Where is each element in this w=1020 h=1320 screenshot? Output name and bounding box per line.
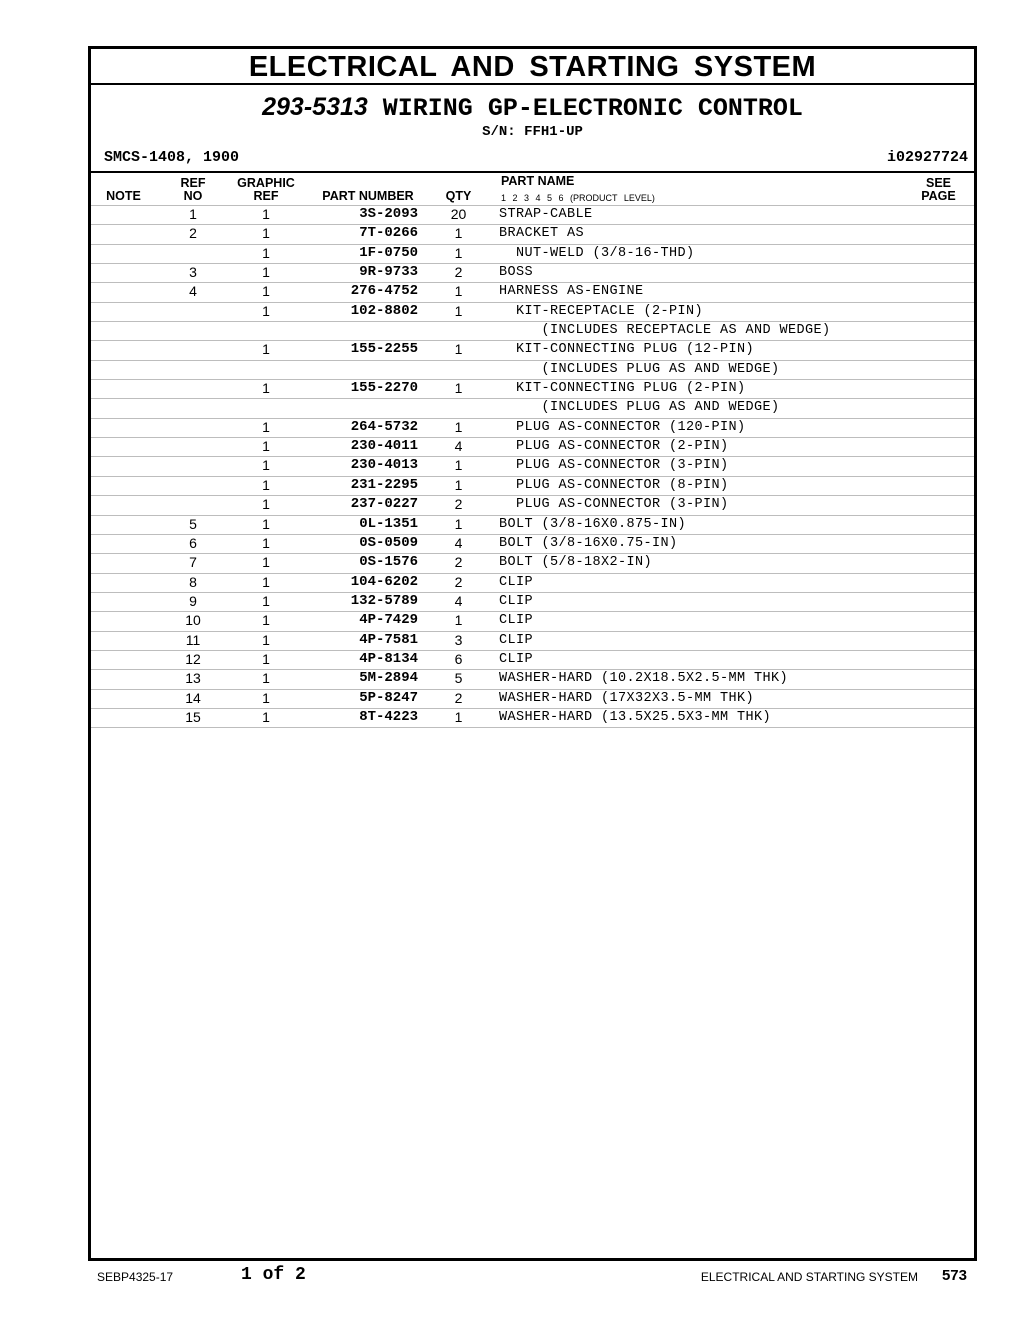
graphic-ref: 1: [262, 302, 270, 319]
table-row: [91, 669, 974, 688]
graphic-ref: 1: [262, 206, 270, 222]
part-name: BOLT (5/8-18X2-IN): [499, 555, 653, 571]
footer-section: ELECTRICAL AND STARTING SYSTEM: [700, 1270, 918, 1284]
illustration-id: i02927724: [886, 149, 968, 166]
graphic-ref: 1: [262, 612, 270, 629]
part-name: BOLT (3/8-16X0.875-IN): [499, 516, 687, 532]
doc-id: SEBP4325-17: [97, 1270, 174, 1284]
ref-no: 14: [185, 689, 201, 706]
part-name: WASHER-HARD (13.5X25.5X3-MM THK): [499, 709, 772, 725]
quantity: 2: [454, 689, 463, 706]
quantity: 1: [454, 515, 463, 532]
part-name: KIT-CONNECTING PLUG (2-PIN): [499, 381, 746, 397]
table-row: [91, 592, 974, 611]
table-row: [91, 689, 974, 708]
col-part-number: PART NUMBER: [322, 189, 414, 203]
group-description: WIRING GP-ELECTRONIC CONTROL: [382, 94, 803, 123]
quantity: 2: [454, 573, 463, 590]
graphic-ref: 1: [262, 380, 270, 397]
page-number: 573: [941, 1267, 967, 1284]
ref-no: 3: [189, 264, 197, 281]
table-row: [91, 418, 974, 437]
quantity: 1: [454, 244, 463, 261]
quantity: 4: [454, 438, 463, 455]
ref-no: 11: [185, 631, 201, 648]
graphic-ref: 1: [262, 592, 270, 609]
col-qty: QTY: [445, 189, 472, 203]
col-graphic-top: GRAPHIC: [237, 176, 295, 190]
graphic-ref: 1: [262, 708, 270, 725]
table-row: [91, 456, 974, 475]
graphic-ref: 1: [262, 225, 270, 242]
part-number: 4P-7581: [359, 631, 418, 648]
quantity: 1: [454, 302, 463, 319]
graphic-ref: 1: [262, 283, 270, 300]
part-name: PLUG AS-CONNECTOR (3-PIN): [499, 497, 729, 513]
part-name: PLUG AS-CONNECTOR (120-PIN): [499, 419, 746, 435]
graphic-ref: 1: [262, 515, 270, 532]
table-row: [91, 573, 974, 592]
part-name: HARNESS AS-ENGINE: [499, 284, 644, 300]
ref-no: 15: [185, 708, 201, 725]
part-number: 276-4752: [350, 283, 418, 300]
part-name: KIT-RECEPTACLE (2-PIN): [499, 303, 704, 319]
part-number: 4P-8134: [359, 650, 418, 667]
part-name: PLUG AS-CONNECTOR (3-PIN): [499, 458, 729, 474]
col-note: NOTE: [106, 189, 141, 203]
table-row: [91, 708, 974, 728]
part-number: 4P-7429: [359, 612, 418, 629]
quantity: 1: [454, 225, 463, 242]
part-name: CLIP: [499, 651, 534, 667]
ref-no: 13: [185, 670, 201, 687]
table-row: [91, 340, 974, 359]
part-number: 230-4013: [350, 457, 418, 474]
quantity: 1: [454, 457, 463, 474]
section-title: ELECTRICAL AND STARTING SYSTEM: [91, 49, 974, 85]
part-name: CLIP: [499, 613, 534, 629]
graphic-ref: 1: [262, 631, 270, 648]
part-number: 8T-4223: [359, 708, 418, 725]
col-ref-top: REF: [180, 176, 206, 190]
part-number: 7T-0266: [359, 225, 418, 242]
quantity: 1: [454, 612, 463, 629]
graphic-ref: 1: [262, 341, 270, 358]
table-row: [91, 379, 974, 398]
part-number: 5M-2894: [359, 670, 418, 687]
part-name: WASHER-HARD (10.2X18.5X2.5-MM THK): [499, 671, 789, 687]
table-row: [91, 205, 974, 224]
ref-no: 7: [189, 554, 197, 571]
col-graphic-ref: [226, 177, 306, 203]
quantity: 1: [454, 283, 463, 300]
graphic-ref: 1: [262, 534, 270, 551]
col-ref-bottom: NO: [183, 189, 203, 203]
part-number: 102-8802: [350, 302, 418, 319]
header-divider: [91, 171, 974, 173]
part-name: CLIP: [499, 593, 534, 609]
col-see-bottom: PAGE: [921, 189, 956, 203]
part-name: STRAP-CABLE: [499, 207, 593, 222]
part-number: 230-4011: [350, 438, 418, 455]
part-name: BOSS: [499, 265, 534, 281]
part-number: 104-6202: [350, 573, 418, 590]
table-row: [91, 553, 974, 572]
part-number: 132-5789: [350, 592, 418, 609]
part-name: CLIP: [499, 632, 534, 648]
table-row: [91, 263, 974, 282]
table-row: [91, 360, 974, 379]
graphic-ref: 1: [262, 457, 270, 474]
part-number: 3S-2093: [359, 206, 418, 222]
table-row: [91, 302, 974, 321]
table-row: [91, 515, 974, 534]
ref-no: 8: [189, 573, 197, 590]
part-number: 0S-1576: [359, 554, 418, 571]
part-number: 1F-0750: [359, 244, 418, 261]
ref-no: 4: [189, 283, 197, 300]
ref-no: 9: [189, 592, 197, 609]
graphic-ref: 1: [262, 264, 270, 281]
graphic-ref: 1: [262, 650, 270, 667]
quantity: 6: [454, 650, 463, 667]
part-name: BRACKET AS: [499, 226, 585, 242]
product-levels: 1 2 3 4 5 6 (PRODUCT LEVEL): [501, 193, 655, 203]
quantity: 2: [454, 496, 463, 513]
group-part-number: 293-5313: [262, 93, 368, 121]
table-row: [91, 282, 974, 301]
part-number: 155-2255: [350, 341, 418, 358]
part-name: KIT-CONNECTING PLUG (12-PIN): [499, 342, 755, 358]
page-of: 1 of 2: [241, 1265, 306, 1285]
table-row: [91, 611, 974, 630]
quantity: 20: [450, 206, 467, 222]
ref-no: 12: [185, 650, 201, 667]
graphic-ref: 1: [262, 244, 270, 261]
quantity: 1: [454, 380, 463, 397]
quantity: 4: [454, 592, 463, 609]
table-row: [91, 631, 974, 650]
graphic-ref: 1: [262, 496, 270, 513]
quantity: 3: [454, 631, 463, 648]
quantity: 5: [454, 670, 463, 687]
quantity: 1: [454, 708, 463, 725]
quantity: 1: [454, 418, 463, 435]
ref-no: 2: [189, 225, 197, 242]
table-row: [91, 398, 974, 417]
part-name: (INCLUDES RECEPTACLE AS AND WEDGE): [499, 323, 831, 339]
graphic-ref: 1: [262, 438, 270, 455]
ref-no: 10: [185, 612, 201, 629]
part-name: CLIP: [499, 574, 534, 590]
serial-number: S/N: FFH1-UP: [482, 124, 583, 140]
part-number: 5P-8247: [359, 689, 418, 706]
ref-no: 6: [189, 534, 197, 551]
graphic-ref: 1: [262, 476, 270, 493]
table-row: [91, 321, 974, 340]
table-row: [91, 476, 974, 495]
table-row: [91, 534, 974, 553]
part-number: 237-0227: [350, 496, 418, 513]
ref-no: 5: [189, 515, 197, 532]
graphic-ref: 1: [262, 573, 270, 590]
part-number: 264-5732: [350, 418, 418, 435]
col-part-name: PART NAME: [501, 174, 575, 188]
smcs-code: SMCS-1408, 1900: [104, 149, 240, 166]
group-title: [91, 93, 974, 123]
table-row: [91, 437, 974, 456]
part-name: (INCLUDES PLUG AS AND WEDGE): [499, 400, 780, 416]
col-see-page: [906, 177, 971, 203]
ref-no: 1: [189, 206, 197, 222]
part-name: WASHER-HARD (17X32X3.5-MM THK): [499, 690, 755, 706]
graphic-ref: 1: [262, 689, 270, 706]
quantity: 4: [454, 534, 463, 551]
part-name: PLUG AS-CONNECTOR (8-PIN): [499, 477, 729, 493]
table-row: [91, 244, 974, 263]
parts-table: [91, 205, 974, 728]
part-number: 0S-0509: [359, 534, 418, 551]
graphic-ref: 1: [262, 670, 270, 687]
part-number: 9R-9733: [359, 264, 418, 281]
quantity: 2: [454, 264, 463, 281]
part-number: 155-2270: [350, 380, 418, 397]
part-name: BOLT (3/8-16X0.75-IN): [499, 535, 678, 551]
part-number: 231-2295: [350, 476, 418, 493]
col-graphic-bottom: REF: [253, 189, 279, 203]
quantity: 2: [454, 554, 463, 571]
part-name: (INCLUDES PLUG AS AND WEDGE): [499, 361, 780, 377]
graphic-ref: 1: [262, 418, 270, 435]
part-name: PLUG AS-CONNECTOR (2-PIN): [499, 439, 729, 455]
table-row: [91, 224, 974, 243]
quantity: 1: [454, 341, 463, 358]
col-ref-no: [168, 177, 218, 203]
part-number: 0L-1351: [359, 515, 418, 532]
col-see-top: SEE: [925, 176, 951, 190]
table-row: [91, 650, 974, 669]
page-frame: [88, 46, 977, 1261]
quantity: 1: [454, 476, 463, 493]
part-name: NUT-WELD (3/8-16-THD): [499, 245, 695, 261]
graphic-ref: 1: [262, 554, 270, 571]
table-row: [91, 495, 974, 514]
